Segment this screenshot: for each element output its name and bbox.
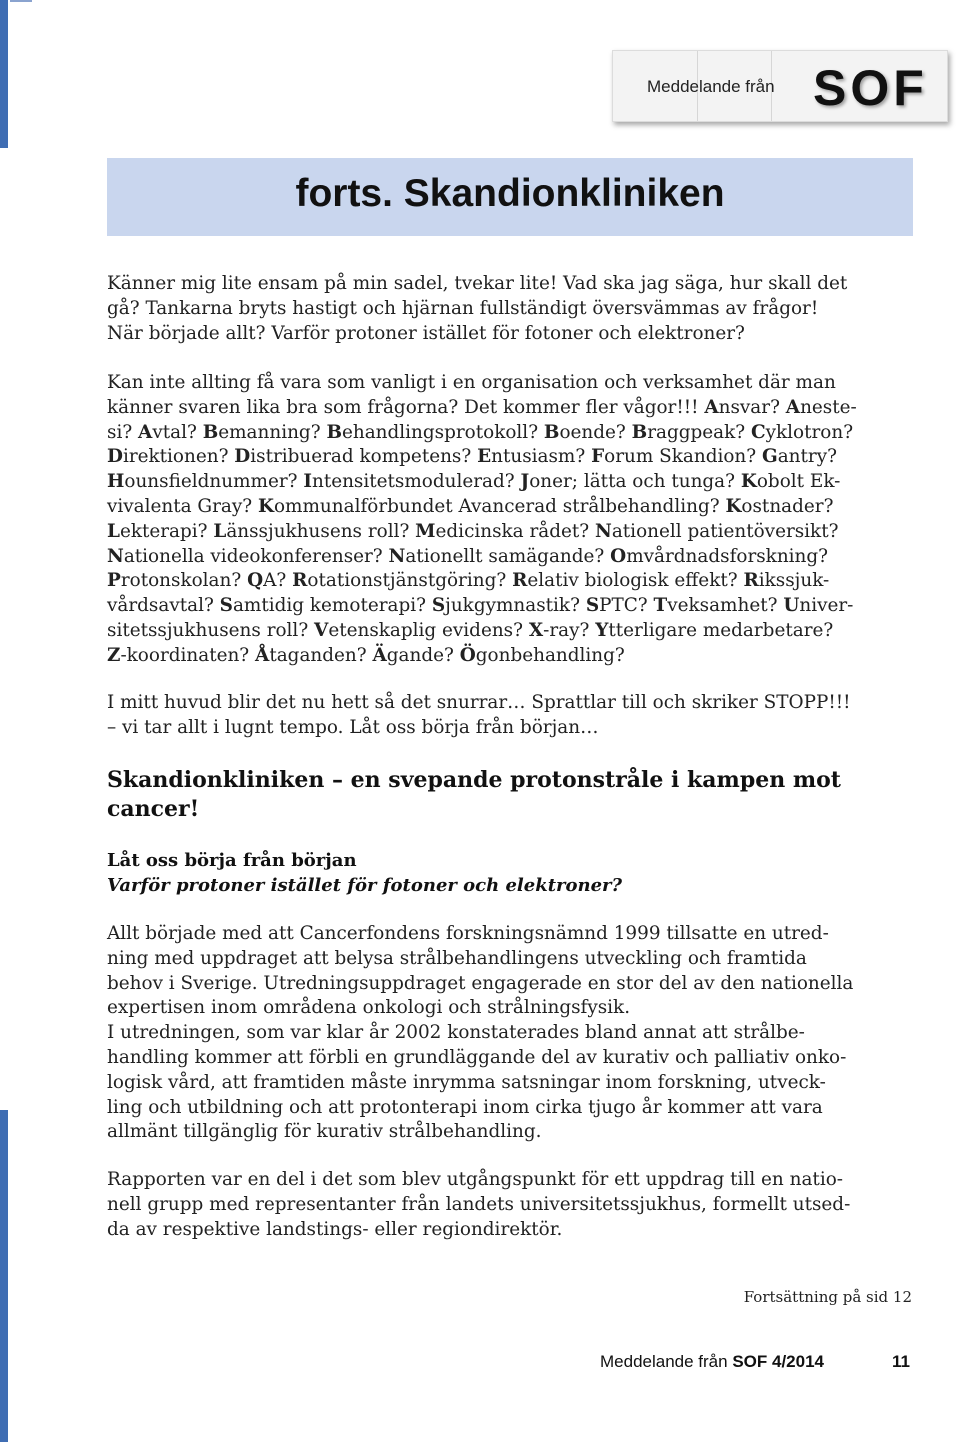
text-line: nell grupp med representanter från landets universitetssjukhus, formellt utsed- [107,1193,851,1215]
continued-note: Fortsättning på sid 12 [743,1288,912,1306]
paragraph-report [107,1168,917,1242]
text-line: si? Avtal? Bemanning? Behandlingsprotokoll? Boende? Braggpeak? Cyklotron? [107,421,854,443]
paragraph-intro [107,272,917,346]
text-line: känner svaren lika bra som frågorna? Det kommer fler vågor!!! Ansvar? Aneste- [107,396,857,418]
text-line: Kan inte allting få vara som vanligt i en organisation och verksamhet där man [107,372,836,393]
text-line: – vi tar allt i lugnt tempo. Låt oss börja från början… [107,716,599,738]
publication-label: Meddelande från [647,77,775,96]
text-line: Hounsfieldnummer? Intensitetsmodulerad? Joner; lätta och tunga? Kobolt Ek- [107,471,841,493]
subheading-question: Varför protoner istället för fotoner och elektroner? [107,875,623,896]
page-number: 11 [892,1352,910,1371]
title-band [107,158,913,236]
text-line: Lekterapi? Länssjukhusens roll? Medicinska rådet? Nationell patientöversikt? [107,520,839,542]
left-accent-line [10,0,32,2]
text-line: I mitt huvud blir det nu hett så det snurrar… Sprattlar till och skriker STOPP!!! [107,692,851,713]
text-line: gå? Tankarna bryts hastigt och hjärnan fullständigt översvämmas av frågor! [107,297,819,319]
left-accent-bar-top [0,0,8,148]
footer-issue: SOF 4/2014 [732,1352,824,1371]
footer-label: Meddelande från [600,1352,728,1371]
page-title: forts. Skandionkliniken [295,172,725,215]
text-line: sitetssjukhusens roll? Vetenskaplig evidens? X-ray? Ytterligare medarbetare? [107,619,834,641]
text-line: allmänt tillgänglig för kurativ strålbehandling. [107,1121,542,1143]
text-line: vårdsavtal? Samtidig kemoterapi? Sjukgymnastik? SPTC? Tveksamhet? Univer- [107,595,854,617]
left-accent-bar-bottom [0,1110,8,1442]
page-footer [600,1352,910,1372]
publication-logo: SOF [813,60,928,116]
text-line: Rapporten var en del i det som blev utgångspunkt för ett uppdrag till en natio- [107,1169,843,1190]
text-line: Nationella videokonferenser? Nationellt samägande? Omvårdnadsforskning? [107,545,829,567]
text-line: vivalenta Gray? Kommunalförbundet Avancerad strålbehandling? Kostnader? [107,495,834,517]
text-line: Protonskolan? QA? Rotationstjänstgöring? Relativ biologisk effekt? Rikssjuk- [107,570,830,592]
text-line: expertisen inom områdena onkologi och strålningsfysik. [107,997,631,1019]
text-line: Känner mig lite ensam på min sadel, tvekar lite! Vad ska jag säga, hur skall det [107,273,848,294]
text-line: behov i Sverige. Utredningsuppdraget engagerade en stor del av den nationella [107,972,854,994]
paragraph-history [107,922,917,1145]
paragraph-stop [107,691,917,741]
text-line: logisk vård, att framtiden måste inrymma satsningar inom forskning, utveck- [107,1071,826,1093]
publication-logo-box [612,50,948,122]
section-heading: Skandionkliniken – en svepande protonstråle i kampen mot cancer! [107,767,841,822]
text-line: I utredningen, som var klar år 2002 konstaterades bland annat att strålbe- [107,1022,805,1044]
text-line: Allt började med att Cancerfondens forskningsnämnd 1999 tillsatte en utred- [107,923,829,944]
text-line: da av respektive landstings- eller regiondirektör. [107,1218,563,1240]
text-line: När började allt? Varför protoner istället för fotoner och elektroner? [107,322,745,344]
text-line: ning med uppdraget att belysa strålbehandlingens utveckling och framtida [107,947,807,969]
subheading-title: Låt oss börja från början [107,850,357,871]
subheading [107,848,622,898]
paragraph-questions [107,371,917,669]
text-line: Z-koordinaten? Åtaganden? Ägande? Ögonbehandling? [107,644,625,666]
text-line: Direktionen? Distribuerad kompetens? Entusiasm? Forum Skandion? Gantry? [107,446,837,468]
text-line: handling kommer att förbli en grundläggande del av kurativ och palliativ onko- [107,1046,847,1068]
text-line: ling och utbildning och att protonterapi inom cirka tjugo år kommer att vara [107,1096,823,1118]
